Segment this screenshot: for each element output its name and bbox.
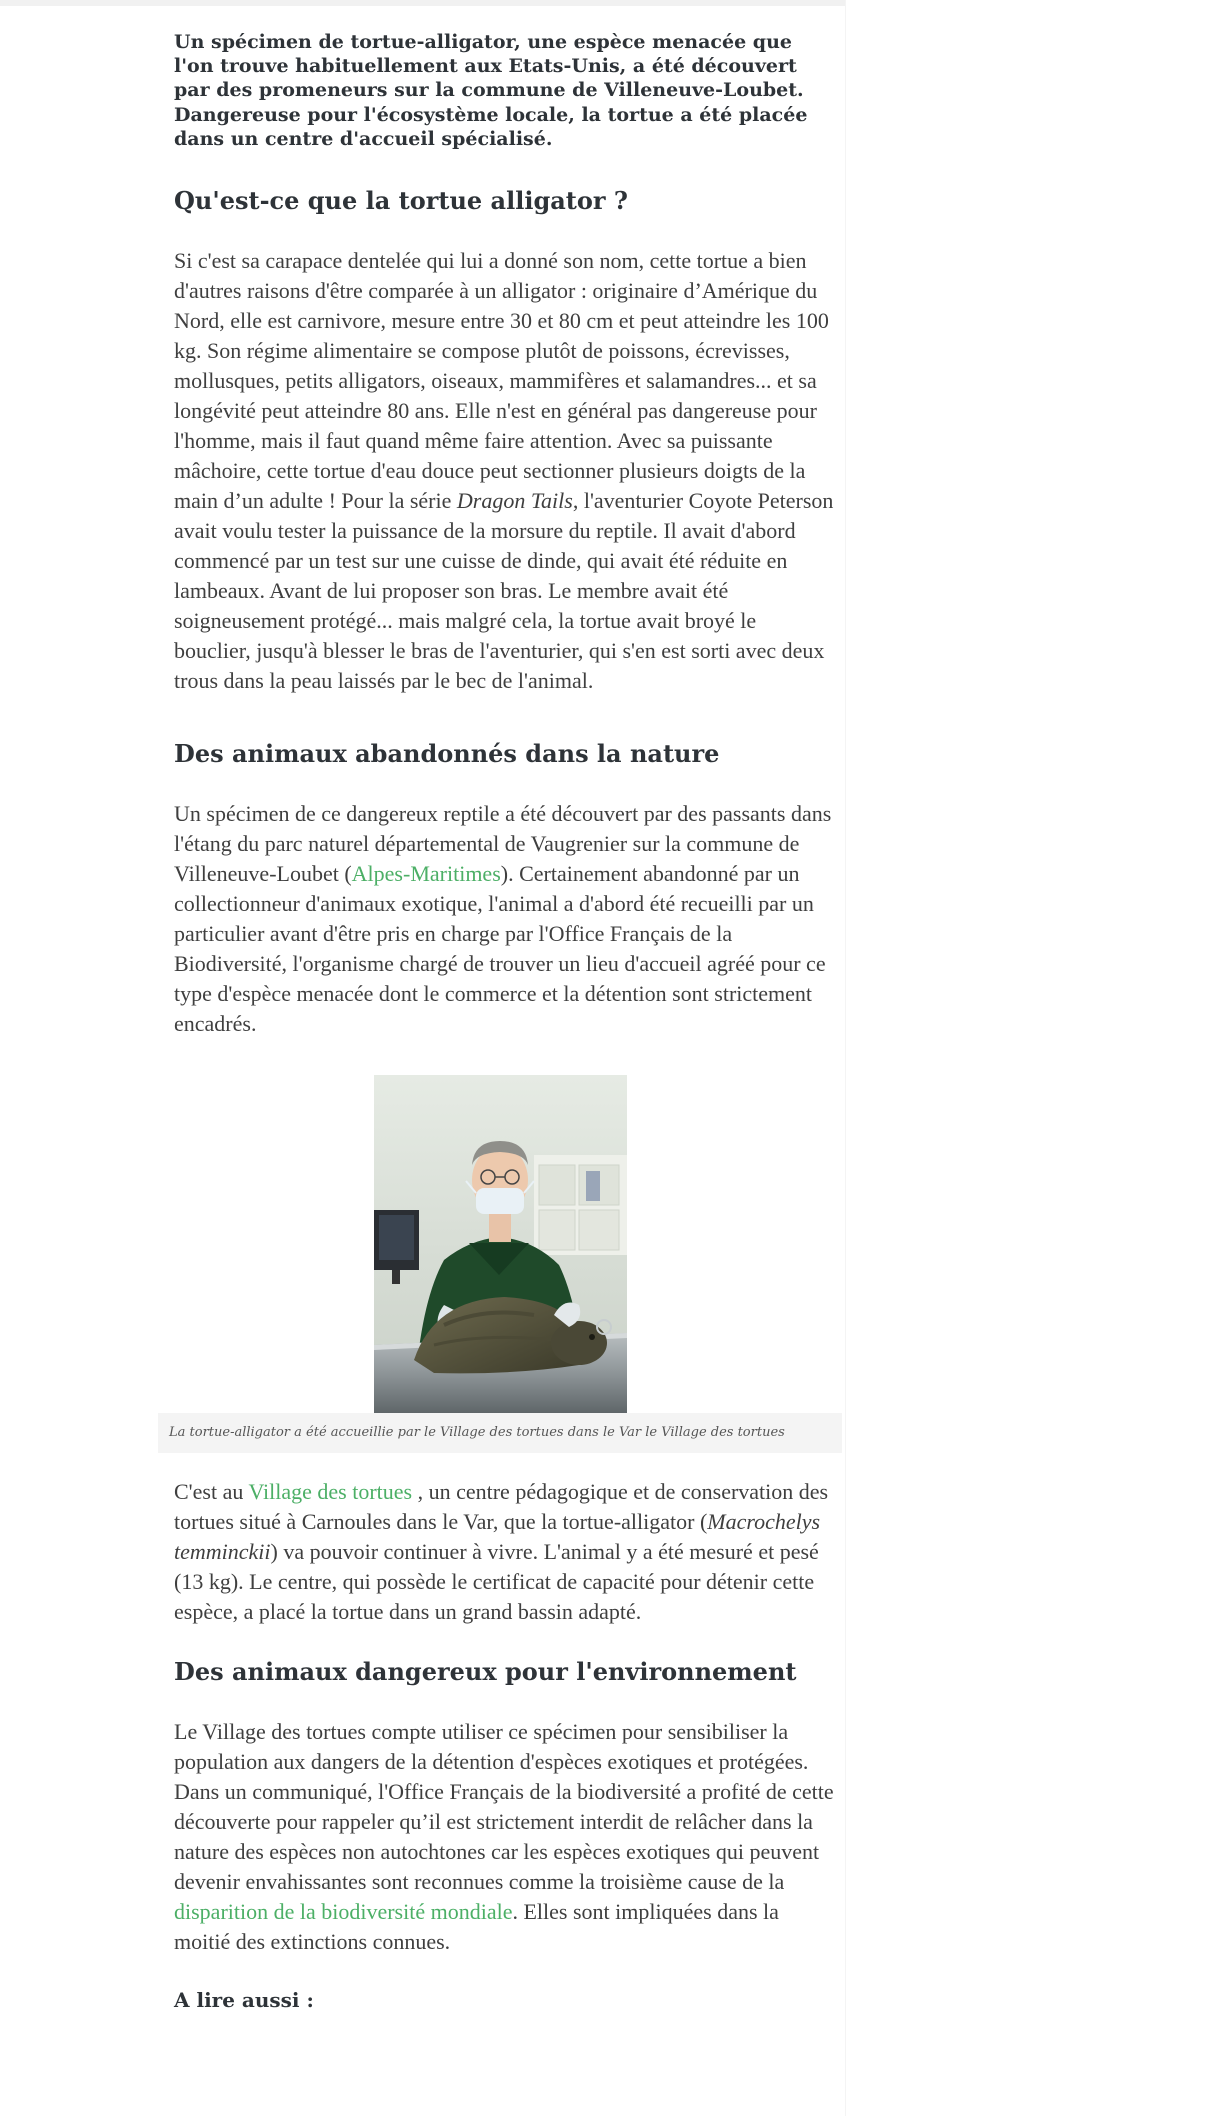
text-run: , l'aventurier Coyote Peterson avait voulu tester la puissance de la morsure du reptile. Il avait d'abord commencé par un test sur une cuisse de dinde, qui avait été réduite en lambeaux. Avant de lui proposer son bras. Le membre avait été soigneusement protégé... mais malgré cela, la tortue avait broyé le bouclier, jusqu'à blesser le bras de l'aventurier, qui s'en est sorti avec deux trous dans la peau laissés par le bec de l'animal. bbox=[174, 488, 834, 694]
paragraph-description bbox=[174, 246, 834, 696]
section-heading-animaux-dangereux: Des animaux dangereux pour l'environnement bbox=[174, 1657, 797, 1687]
right-rail bbox=[845, 0, 1232, 2116]
article-body bbox=[169, 30, 834, 2013]
text-run: ) va pouvoir continuer à vivre. L'animal y a été mesuré et pesé (13 kg). Le centre, qui possède le certificat de capacité pour détenir cette espèce, a placé la tortue dans un grand bassin adapté. bbox=[174, 1539, 819, 1625]
paragraph-sensibilisation bbox=[174, 1717, 834, 1957]
species-name: Macrochelys temminckii bbox=[174, 1509, 821, 1565]
link-village-des-tortues[interactable]: Village des tortues bbox=[248, 1479, 413, 1505]
text-run: Un spécimen de ce dangereux reptile a été découvert par des passants dans l'étang du parc naturel départemental de Vaugrenier sur la commune de Villeneuve-Loubet ( bbox=[174, 801, 832, 887]
series-title: Dragon Tails bbox=[456, 488, 573, 514]
text-run: , un centre pédagogique et de conservation des tortues situé à Carnoules dans le Var, que la tortue-alligator ( bbox=[174, 1479, 829, 1535]
section-heading-tortue-alligator: Qu'est-ce que la tortue alligator ? bbox=[174, 186, 628, 216]
text-run: . Elles sont impliquées dans la moitié des extinctions connues. bbox=[174, 1899, 779, 1955]
text-run: Le Village des tortues compte utiliser ce spécimen pour sensibiliser la population aux dangers de la détention d'espèces exotiques et protégées. Dans un communiqué, l'Office Français de la biodiversité a profité de cette découverte pour rappeler qu’il est strictement interdit de relâcher dans la nature des espèces non autochtones car les espèces exotiques qui peuvent devenir envahissantes sont reconnues comme la troisième cause de la bbox=[174, 1719, 834, 1895]
section-heading-animaux-abandonnes: Des animaux abandonnés dans la nature bbox=[174, 739, 720, 769]
article-figure bbox=[158, 1075, 842, 1453]
figure-caption: La tortue-alligator a été accueillie par le Village des tortues dans le Var le Village des tortues bbox=[158, 1413, 842, 1453]
turtle-photo-illustration bbox=[374, 1075, 627, 1413]
read-also-heading: A lire aussi : bbox=[174, 1988, 314, 2013]
article-chapo: Un spécimen de tortue-alligator, une espèce menacée que l'on trouve habituellement aux Etats-Unis, a été découvert par des promeneurs sur la commune de Villeneuve-Loubet. Dangereuse pour l'écosystème locale, la tortue a été placée dans un centre d'accueil spécialisé. bbox=[174, 31, 808, 150]
link-disparition-biodiversite[interactable]: disparition de la biodiversité mondiale bbox=[174, 1899, 513, 1925]
text-run: C'est au bbox=[174, 1479, 249, 1505]
link-alpes-maritimes[interactable]: Alpes-Maritimes bbox=[351, 861, 501, 887]
photo-veterinarian-with-turtle bbox=[374, 1075, 627, 1413]
paragraph-village-des-tortues bbox=[174, 1477, 834, 1627]
text-run: ). Certainement abandonné par un collectionneur d'animaux exotique, l'animal a d'abord été recueilli par un particulier avant d'être pris en charge par l'Office Français de la Biodiversité, l'organisme chargé de trouver un lieu d'accueil agréé pour ce type d'espèce menacée dont le commerce et la détention sont strictement encadrés. bbox=[174, 861, 826, 1037]
text-run: Si c'est sa carapace dentelée qui lui a donné son nom, cette tortue a bien d'autres raisons d'être comparée à un alligator : originaire d’Amérique du Nord, elle est carnivore, mesure entre 30 et 80 cm et peut atteindre les 100 kg. Son régime alimentaire se compose plutôt de poissons, écrevisses, mollusques, petits alligators, oiseaux, mammifères et salamandres... et sa longévité peut atteindre 80 ans. Elle n'est en général pas dangereuse pour l'homme, mais il faut quand même faire attention. Avec sa puissante mâchoire, cette tortue d'eau douce peut sectionner plusieurs doigts de la main d’un adulte ! Pour la série bbox=[174, 248, 829, 514]
top-bar bbox=[0, 0, 845, 6]
paragraph-decouverte bbox=[174, 799, 834, 1039]
